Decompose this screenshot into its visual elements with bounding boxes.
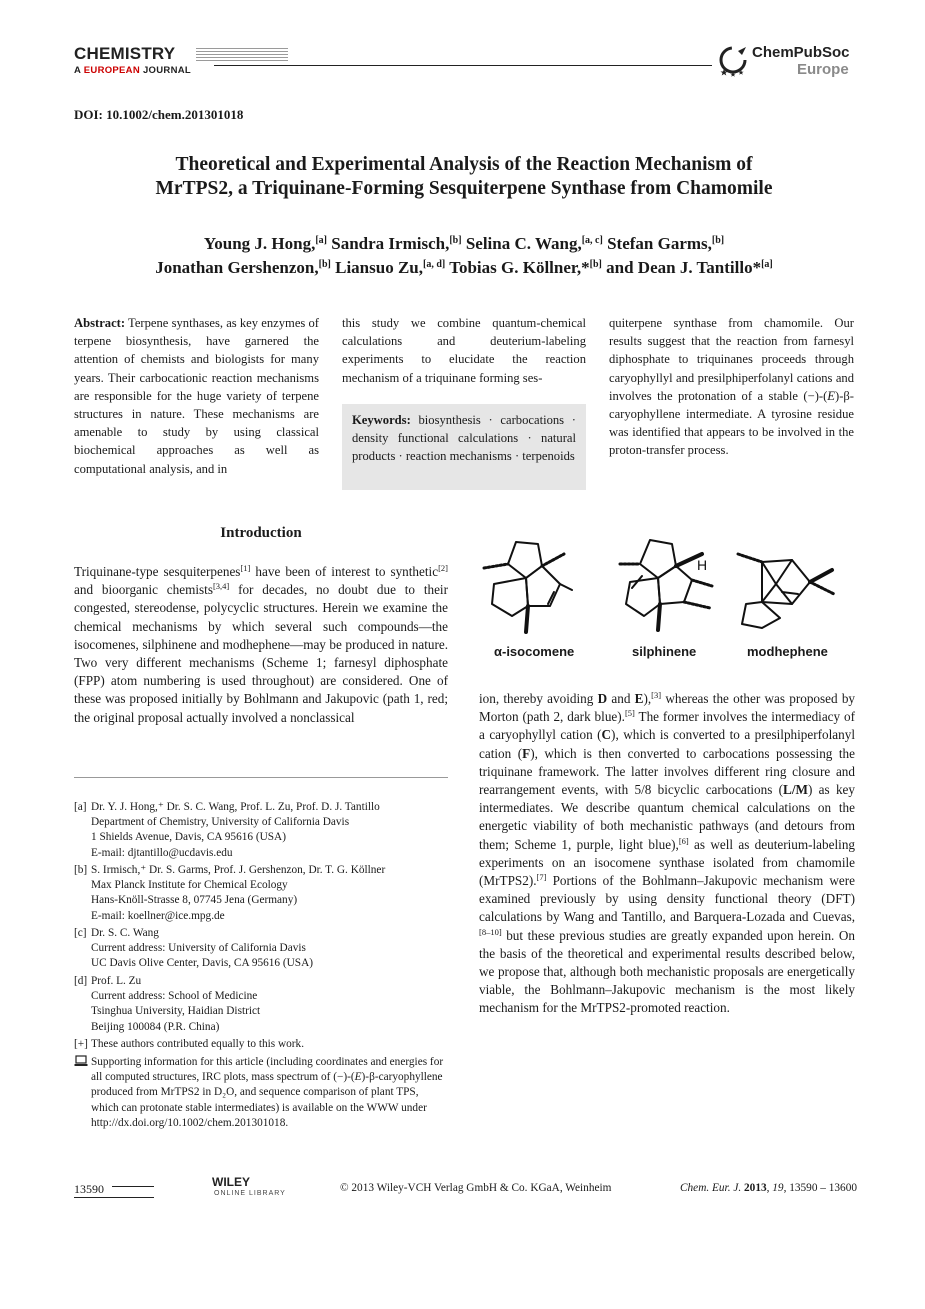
- author-affiliation: [a]: [315, 235, 328, 246]
- author-name: Sandra Irmisch,: [327, 234, 450, 253]
- publisher-name: ChemPubSoc: [752, 44, 850, 61]
- page-number-rule-upper: [112, 1186, 154, 1187]
- modhephene-structure: [738, 554, 834, 628]
- footnote-tag: [b]: [74, 864, 88, 876]
- abstract-column-2: this study we combine quantum-chemical calculations and deuterium-labeling experiments to elucidate the reaction mechanism of a triquinane forming ses-: [342, 316, 586, 385]
- silphinene-structure: [620, 540, 712, 630]
- author-affiliation: [a]: [761, 259, 773, 270]
- label-modhephene: modhephene: [747, 644, 828, 659]
- author-list: [74, 232, 854, 280]
- author-name: Stefan Garms,: [602, 234, 712, 253]
- footnote-tag: [c]: [74, 927, 87, 939]
- footnote-tag: [+]: [74, 1038, 88, 1050]
- footnote-text: Supporting information for this article (including coordinates and energies for all computed structures, IRC plots, mass spectrum of (−)-(E)-β-caryophyllene produced from MrTPS2 in D₂O, and sequence comparison of plant TPS, which can protonate stable intermediates) is available on the WWW under http://dx.doi.org/10.1002/chem.201301018.: [91, 1056, 444, 1129]
- journal-subtitle: A EUROPEAN JOURNAL: [74, 65, 191, 76]
- publisher-region: Europe: [797, 61, 849, 78]
- section-heading-introduction: Introduction: [220, 525, 302, 541]
- hydrogen-label: H: [697, 557, 708, 573]
- footnote-rule: [74, 777, 448, 778]
- author-affiliation: [b]: [589, 259, 602, 270]
- copyright: © 2013 Wiley-VCH Verlag GmbH & Co. KGaA, Weinheim: [340, 1182, 612, 1194]
- keywords-box: Keywords: biosynthesis · carbocations · density functional calculations · natural products · reaction mechanisms · terpenoids: [342, 404, 586, 490]
- author-affiliation: [a, d]: [423, 259, 446, 270]
- label-silphinene: silphinene: [632, 644, 697, 659]
- header-rule: [214, 65, 712, 66]
- author-name: Jonathan Gershenzon,: [155, 258, 319, 277]
- footnote-tag: [a]: [74, 801, 87, 813]
- isocomene-structure: [484, 542, 572, 632]
- page-number-rule: [74, 1197, 154, 1198]
- author-affiliation: [b]: [318, 259, 331, 270]
- label-isocomene: α-isocomene: [494, 644, 575, 659]
- article-title: Theoretical and Experimental Analysis of the Reaction Mechanism of MrTPS2, a Triquinane-Forming Sesquiterpene Synthase from Chamomile: [155, 154, 773, 199]
- footnote-text: Dr. Y. J. Hong,⁺ Dr. S. C. Wang, Prof. L. Zu, Prof. D. J. Tantillo Department of Chemistry, University of California Davis 1 Shields Avenue, Davis, CA 95616 (USA) E-mail: djtantillo@ucdavis.edu: [91, 801, 380, 859]
- author-name: Selina C. Wang,: [461, 234, 582, 253]
- introduction-left-column: Triquinane-type sesquiterpenes[1] have been of interest to synthetic[2] and bioorganic chemists[3,4] for decades, no doubt due to their congested, stereodense, polycyclic structures. Herein we examine the chemical mechanisms by which several such compounds—the isocomenes, silphinene and modhephene—may be produced in nature. Two very different mechanisms (Scheme 1; farnesyl diphosphate (FPP) atom numbering is used throughout) are considered. One of these was proposed initially by Bohlmann and Jakupovic (path 1, red; the original proposal actually involved a nonclassical: [74, 563, 448, 725]
- footnote: [74, 800, 448, 861]
- footnote-tag: [d]: [74, 975, 88, 987]
- author-affiliation: [b]: [449, 235, 462, 246]
- author-name: Tobias G. Köllner,*: [445, 258, 590, 277]
- footnote: [74, 1055, 448, 1131]
- journal-name: CHEMISTRY: [74, 44, 176, 63]
- triquinane-structures-figure: [480, 534, 856, 660]
- footnote-text: S. Irmisch,⁺ Dr. S. Garms, Prof. J. Gershenzon, Dr. T. G. Köllner Max Planck Institute for Chemical Ecology Hans-Knöll-Strasse 8, 07745 Jena (Germany) E-mail: koellner@ice.mpg.de: [91, 864, 386, 922]
- wiley-logo-sub: ONLINE LIBRARY: [214, 1190, 286, 1197]
- supporting-info-icon: [74, 1055, 88, 1072]
- wiley-logo: WILEY: [212, 1175, 250, 1189]
- footnote: [74, 1037, 448, 1052]
- footnote: [74, 974, 448, 1035]
- author-affiliation: [a, c]: [581, 235, 603, 246]
- author-name: and Dean J. Tantillo*: [601, 258, 762, 277]
- footnote-text: Dr. S. C. Wang Current address: University of California Davis UC Davis Olive Center, Davis, CA 95616 (USA): [91, 927, 314, 970]
- abstract-column-3: quiterpene synthase from chamomile. Our results suggest that the reaction from farnesyl diphosphate to triquinanes proceeds through caryophyllyl and presilphiperfolanyl cations and involves the protonation of a stable (−)-(E)-β-caryophyllene intermediate. A tyrosine residue was identified that appears to be involved in the proton-transfer process.: [609, 316, 854, 458]
- footnote-text: Prof. L. Zu Current address: School of Medicine Tsinghua University, Haidian District Beijing 100084 (P.R. China): [91, 975, 261, 1033]
- footnote-text: These authors contributed equally to this work.: [91, 1038, 305, 1050]
- footnote: [74, 863, 448, 924]
- masthead-stripes: [196, 48, 288, 61]
- abstract-column-1: Abstract: Terpene synthases, as key enzymes of terpene biosynthesis, have garnered the attention of chemists and biologists for many years. Their carbocationic reaction mechanisms are responsible for the huge variety of terpene structures in nature. These mechanisms are amenable to study by using classical biochemical approaches as well as computational analysis, and in: [74, 316, 319, 476]
- footnote: [74, 926, 448, 972]
- introduction-right-column: ion, thereby avoiding D and E),[3] whereas the other was proposed by Morton (path 2, dark blue).[5] The former involves the intermediacy of a caryophyllyl cation (C), which is converted to a presilphiperfolanyl cation (F), which is then converted to carbocations possessing the triquinane framework. The latter involves different ring closure and rearrangement events, with 5/8 bicyclic carbocations (L/M) as key intermediates. We describe quantum chemical calculations on the energetic viability of both mechanistic pathways (and detours from them; Scheme 1, purple, light blue),[6] as well as deuterium-labeling experiments on an isocomene synthase isolated from chamomile (MrTPS2).[7] Portions of the Bohlmann–Jakupovic mechanism were examined previously by using density functional theory (DFT) calculations by Wang and Tantillo, and Barquera-Lozada and Cuevas,[8–10] but these previous studies are greatly expanded upon herein. On the basis of the theoretical and experimental results described below, we propose that, although both mechanistic proposals are energetically viable, the Bohlmann–Jakupovic mechanism is the most likely mechanism for the MrTPS2-promoted reaction.: [479, 690, 856, 1016]
- citation: Chem. Eur. J. 2013, 19, 13590 – 13600: [680, 1182, 857, 1194]
- doi: DOI: 10.1002/chem.201301018: [74, 107, 244, 122]
- page-number: 13590: [74, 1182, 104, 1196]
- author-name: Liansuo Zu,: [330, 258, 424, 277]
- chempubsoc-logo-icon: [716, 43, 750, 77]
- author-name: Young J. Hong,: [203, 234, 316, 253]
- author-affiliation: [b]: [711, 235, 725, 246]
- journal-masthead: [74, 45, 224, 76]
